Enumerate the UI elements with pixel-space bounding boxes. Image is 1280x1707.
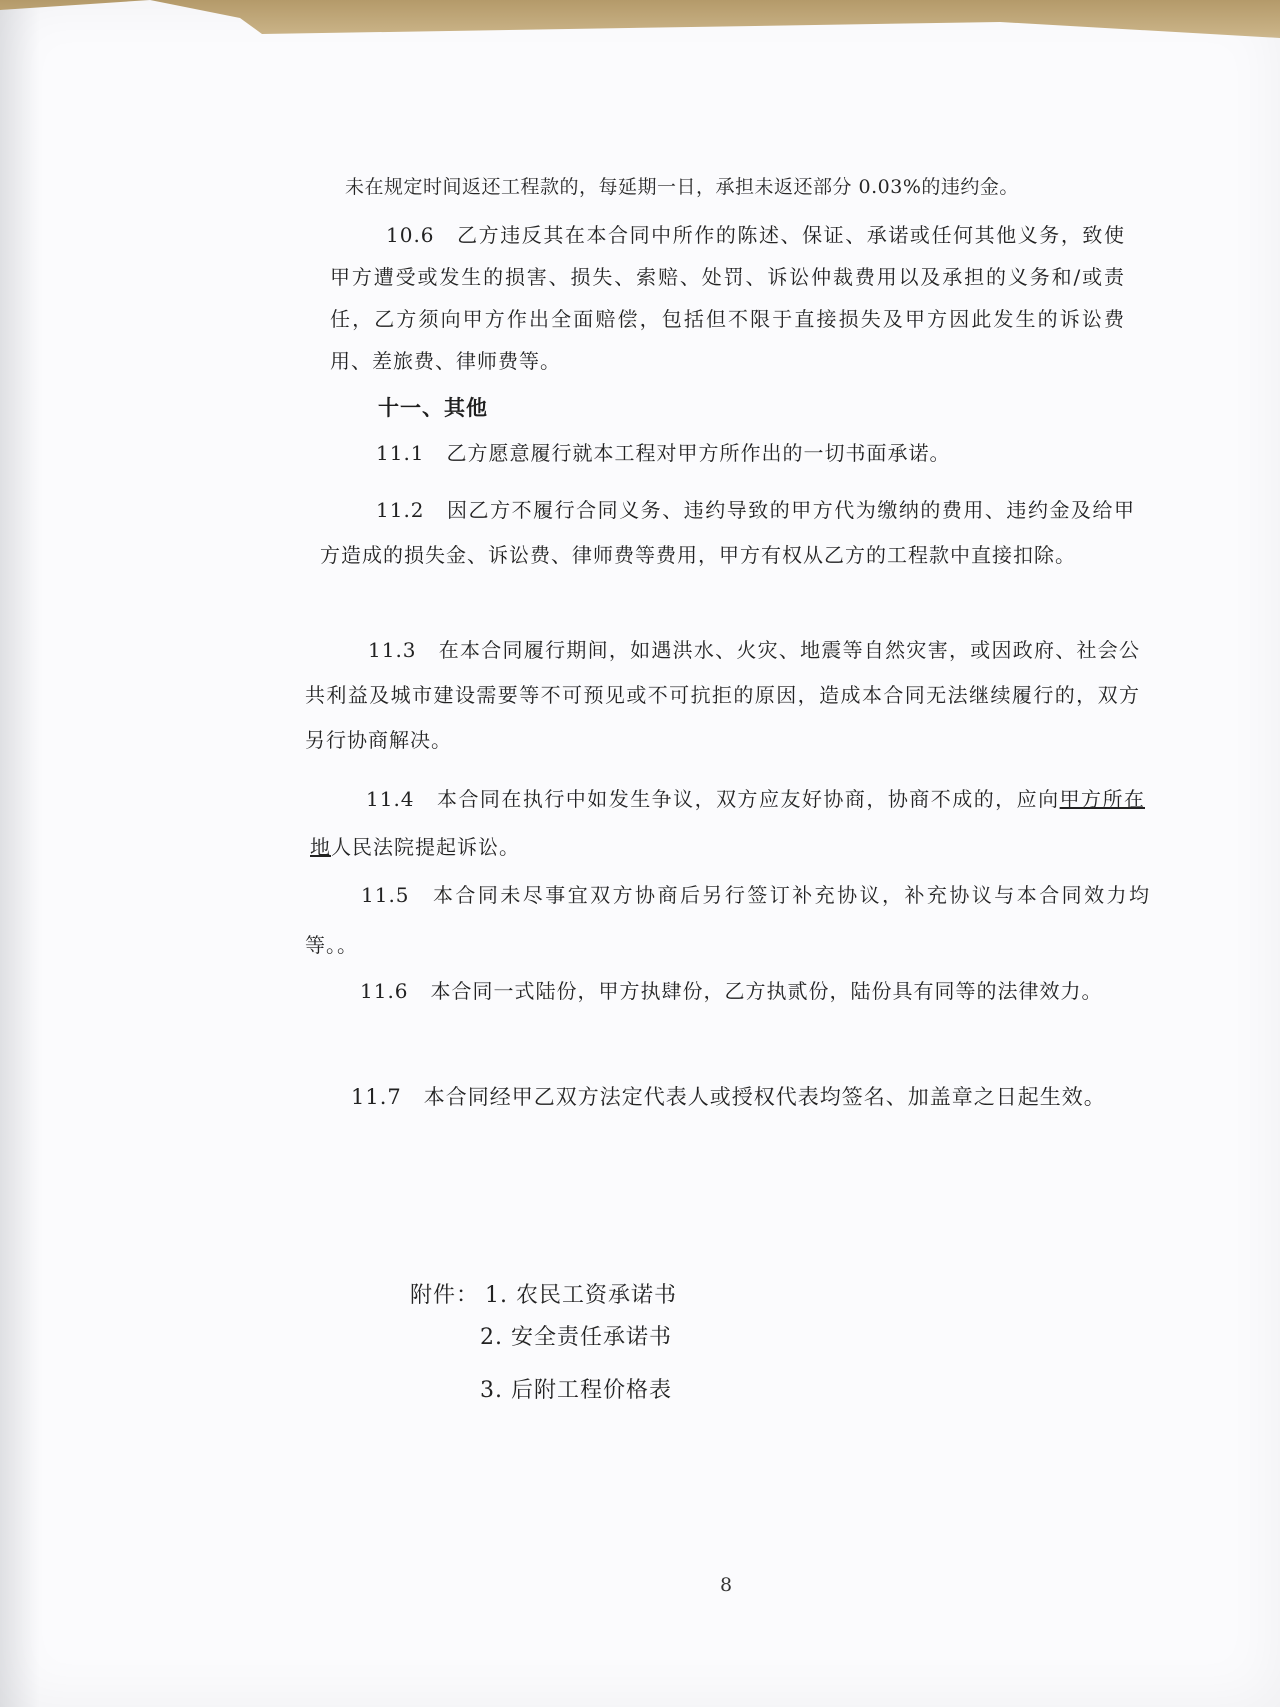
clause-number: 11.7 — [351, 1085, 402, 1109]
clause-text: 人民法院提起诉讼。 — [331, 835, 520, 859]
clause-text: 在本合同履行期间，如遇洪水、火灾、地震等自然灾害，或因政府、社会公共利益及城市建设需要等不可预见或不可抗拒的原因，造成本合同无法继续履行的，双方另行协商解决。 — [305, 638, 1140, 752]
clause-text: 本合同经甲乙双方法定代表人或授权代表均签名、加盖章之日起生效。 — [423, 1085, 1106, 1109]
clause-text: 本合同一式陆份，甲方执肆份，乙方执贰份，陆份具有同等的法律效力。 — [430, 979, 1103, 1003]
clause-text: 乙方愿意履行就本工程对甲方所作出的一切书面承诺。 — [446, 441, 951, 465]
clause-11-7 — [295, 1070, 1160, 1124]
clause-10-6 — [330, 214, 1125, 382]
clause-text: 本合同未尽事宜双方协商后另行签订补充协议，补充协议与本合同效力均等。。 — [305, 883, 1150, 957]
clause-text: 因乙方不履行合同义务、违约导致的甲方代为缴纳的费用、违约金及给甲方造成的损失金、诉讼费、律师费等费用，甲方有权从乙方的工程款中直接扣除。 — [320, 498, 1135, 567]
clause-11-5 — [305, 870, 1150, 970]
page-shadow — [0, 0, 40, 1707]
clause-11-4 — [310, 775, 1145, 871]
section-11-heading: 十一、其他 — [378, 395, 488, 420]
attachments-label: 附件： — [410, 1283, 480, 1308]
clause-11-3 — [305, 628, 1140, 763]
court-location: 甲方所在地 — [310, 787, 1145, 859]
clause-text: 乙方违反其在本合同中所作的陈述、保证、承诺或任何其他义务，致使甲方遭受或发生的损害、损失、索赔、处罚、诉讼仲裁费用以及承担的义务和/或责任，乙方须向甲方作出全面赔偿，包括但不限于直接损失及甲方因此发生的诉讼费用、差旅费、律师费等。 — [330, 223, 1125, 373]
attachment-item: 2. 安全责任承诺书 — [480, 1325, 672, 1350]
clause-11-2 — [320, 488, 1135, 578]
clause-number: 11.6 — [360, 979, 409, 1003]
clause-number: 11.2 — [376, 498, 425, 522]
page-number: 8 — [720, 1574, 733, 1596]
clause-text: 本合同在执行中如发生争议，双方应友好协商，协商不成的，应向 — [436, 787, 1060, 811]
clause-number: 11.3 — [368, 638, 417, 662]
clause-11-6 — [300, 965, 1155, 1017]
clause-number: 11.1 — [376, 441, 425, 465]
clause-number: 10.6 — [386, 223, 435, 247]
clause-number: 11.5 — [361, 883, 410, 907]
attachment-item: 3. 后附工程价格表 — [480, 1378, 672, 1403]
attachment-item: 1. 农民工资承诺书 — [485, 1283, 677, 1308]
clause-10-5-tail: 未在规定时间返还工程款的，每延期一日，承担未返还部分 0.03%的违约金。 — [345, 176, 1019, 198]
clause-11-1 — [320, 432, 1130, 474]
clause-number: 11.4 — [366, 787, 415, 811]
